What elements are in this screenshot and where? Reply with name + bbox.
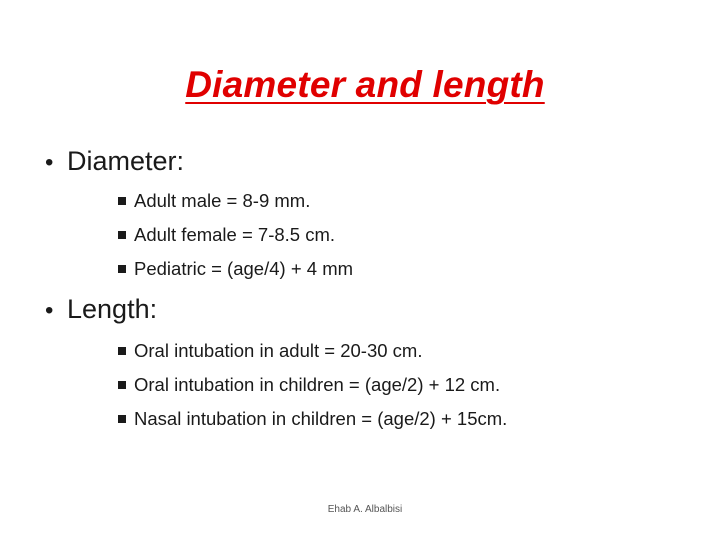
- list-item: [118, 218, 353, 252]
- list-item-text: Pediatric = (age/4) + 4 mm: [134, 258, 354, 279]
- square-bullet-icon: [118, 381, 126, 389]
- section-heading-length: [45, 294, 157, 325]
- list-item-text: Adult male = 8-9 mm.: [134, 190, 311, 211]
- slide-footer-author: Ehab A. Albalbisi: [327, 504, 403, 515]
- round-bullet-icon: •: [45, 149, 54, 176]
- list-item: [118, 184, 353, 218]
- list-item-text: Oral intubation in children = (age/2) + 12 cm.: [134, 374, 501, 395]
- length-list: [118, 334, 507, 436]
- square-bullet-icon: [118, 231, 126, 239]
- slide-title: Diameter and length: [185, 64, 545, 105]
- section-heading-label: Length:: [67, 294, 158, 324]
- section-heading-label: Diameter:: [67, 146, 185, 176]
- square-bullet-icon: [118, 265, 126, 273]
- square-bullet-icon: [118, 415, 126, 423]
- diameter-list: [118, 184, 353, 286]
- list-item: [118, 368, 507, 402]
- square-bullet-icon: [118, 197, 126, 205]
- section-heading-diameter: [45, 146, 184, 177]
- list-item-text: Oral intubation in adult = 20-30 cm.: [134, 340, 423, 361]
- list-item-text: Adult female = 7-8.5 cm.: [134, 224, 336, 245]
- list-item-text: Nasal intubation in children = (age/2) + 15cm.: [134, 408, 508, 429]
- round-bullet-icon: •: [45, 297, 54, 324]
- list-item: [118, 334, 507, 368]
- list-item: [118, 402, 507, 436]
- list-item: [118, 252, 353, 286]
- square-bullet-icon: [118, 347, 126, 355]
